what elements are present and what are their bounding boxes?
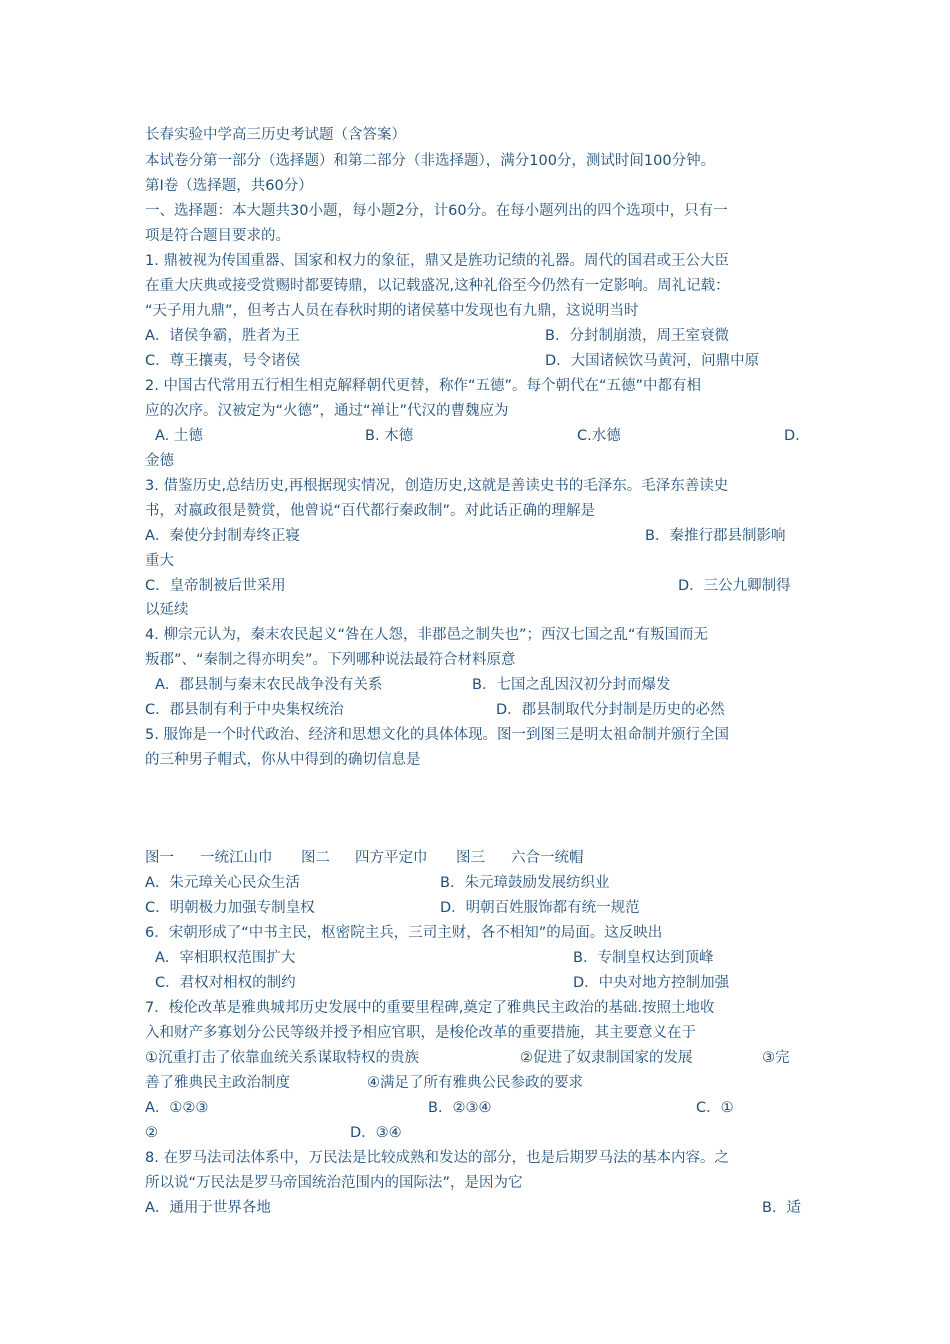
q4-stem: 4. 柳宗元认为，秦末农民起义“咎在人怨，非郡邑之制失也”；西汉七国之乱“有叛国而无	[145, 627, 708, 643]
q3-option-d-cont: 以延续	[145, 602, 189, 618]
q6-option-d: D．中央对地方控制加强	[573, 975, 730, 991]
section-instruction-cont: 项是符合题目要求的。	[145, 228, 290, 244]
q3-stem: 3. 借鉴历史,总结历史,再根据现实情况，创造历史,这就是善读史书的毛泽东。毛泽东善读史	[145, 478, 729, 494]
q3-option-a: A．秦使分封制寿终正寝	[145, 528, 300, 544]
q1-stem-line3: “天子用九鼎”，但考古人员在春秋时期的诸侯墓中发现也有九鼎，这说明当时	[145, 303, 639, 319]
q1-stem-line2: 在重大庆典或接受赏赐时都要铸鼎，以记载盛况,这种礼俗至今仍然有一定影响。周礼记载：	[145, 278, 730, 294]
q3-option-b-cont: 重大	[145, 553, 174, 569]
q6-option-b: B．专制皇权达到顶峰	[573, 950, 714, 966]
q7-option-d: D．③④	[350, 1125, 402, 1141]
doc-intro: 本试卷分第一部分（选择题）和第二部分（非选择题），满分100分，测试时间100分钟。	[145, 153, 716, 169]
q1-stem: 1. 鼎被视为传国重器、国家和权力的象征，鼎又是旌功记绩的礼器。周代的国君或王公大臣	[145, 253, 729, 269]
q7-option-c: C．①	[696, 1100, 734, 1116]
q5-option-b: B．朱元璋鼓励发展纺织业	[440, 875, 610, 891]
q7-stem-line2: 入和财产多寡划分公民等级并授予相应官职，是梭伦改革的重要措施，其主要意义在于	[145, 1025, 696, 1041]
q8-stem-line2: 所以说“万民法是罗马帝国统治范围内的国际法”，是因为它	[145, 1175, 523, 1191]
q5-option-d: D．明朝百姓服饰都有统一规范	[440, 900, 640, 916]
q3-option-d: D．三公九卿制得	[678, 578, 791, 594]
q1-option-a: A．诸侯争霸，胜者为王	[145, 328, 300, 344]
q4-option-d: D．郡县制取代分封制是历史的必然	[496, 702, 725, 718]
doc-title: 长春实验中学高三历史考试题（含答案）	[145, 127, 406, 143]
part-heading: 第Ⅰ卷（选择题，共60分）	[145, 178, 313, 194]
q5-figure1-caption: 一统江山巾	[200, 850, 273, 866]
q8-option-a: A．通用于世界各地	[145, 1200, 271, 1216]
q7-item-3-cont: 善了雅典民主政治制度	[145, 1075, 290, 1091]
q2-option-c: C.水德	[577, 428, 621, 444]
q2-option-d-cont: 金德	[145, 453, 174, 469]
q2-option-a: A. 土德	[155, 428, 203, 444]
q7-item-1: ①沉重打击了依靠血统关系谋取特权的贵族	[145, 1050, 419, 1066]
q7-item-2: ②促进了奴隶制国家的发展	[520, 1050, 693, 1066]
q6-option-c: C．君权对相权的制约	[155, 975, 296, 991]
q8-stem: 8. 在罗马法司法体系中，万民法是比较成熟和发达的部分，也是后期罗马法的基本内容。之	[145, 1150, 729, 1166]
q5-stem: 5. 服饰是一个时代政治、经济和思想文化的具体体现。图一到图三是明太祖命制并颁行全国	[145, 727, 729, 743]
q3-option-b: B．秦推行郡县制影响	[645, 528, 786, 544]
q4-stem-line2: 叛郡”、“秦制之得亦明矣”。下列哪种说法最符合材料原意	[145, 652, 516, 668]
q1-option-b: B．分封制崩溃，周王室衰微	[545, 328, 729, 344]
q5-figure2-label: 图二	[301, 850, 330, 866]
q3-stem-line2: 书，对嬴政很是赞赏，他曾说“百代都行秦政制”。对此话正确的理解是	[145, 503, 596, 519]
q8-option-b: B．适	[762, 1200, 801, 1216]
q5-figure3-label: 图三	[456, 850, 485, 866]
q7-stem: 7．梭伦改革是雅典城邦历史发展中的重要里程碑,奠定了雅典民主政治的基础.按照土地收	[145, 1000, 715, 1016]
q4-option-a: A．郡县制与秦末农民战争没有关系	[155, 677, 383, 693]
q1-option-c: C．尊王攘夷，号令诸侯	[145, 353, 301, 369]
section-instruction: 一、选择题：本大题共30小题，每小题2分，计60分。在每小题列出的四个选项中，只有一	[145, 203, 728, 219]
q1-option-d: D．大国诸候饮马黄河，问鼎中原	[545, 353, 760, 369]
q2-stem: 2. 中国古代常用五行相生相克解释朝代更替，称作“五德”。每个朝代在“五德”中都有相	[145, 378, 701, 394]
q7-item-3: ③完	[762, 1050, 790, 1066]
q6-stem: 6．宋朝形成了“中书主民，枢密院主兵，三司主财，各不相知”的局面。这反映出	[145, 925, 663, 941]
q3-option-c: C．皇帝制被后世采用	[145, 578, 286, 594]
q2-option-d: D.	[784, 428, 800, 444]
q2-option-b: B. 木德	[365, 428, 414, 444]
q7-option-a: A．①②③	[145, 1100, 209, 1116]
q2-stem-line2: 应的次序。汉被定为“火德”，通过“禅让”代汉的曹魏应为	[145, 403, 509, 419]
q4-option-c: C．郡县制有利于中央集权统治	[145, 702, 344, 718]
q4-option-b: B．七国之乱因汉初分封而爆发	[472, 677, 671, 693]
q5-figure3-caption: 六合一统帽	[511, 850, 584, 866]
q7-option-b: B．②③④	[428, 1100, 492, 1116]
q5-figure1-label: 图一	[145, 850, 174, 866]
q7-item-4: ④满足了所有雅典公民参政的要求	[367, 1075, 583, 1091]
q5-option-a: A．朱元璋关心民众生活	[145, 875, 300, 891]
q6-option-a: A．宰相职权范围扩大	[155, 950, 296, 966]
q5-figure2-caption: 四方平定巾	[355, 850, 428, 866]
q5-stem-line2: 的三种男子帽式，你从中得到的确切信息是	[145, 752, 421, 768]
q7-option-c-cont: ②	[145, 1125, 158, 1141]
q5-option-c: C．明朝极力加强专制皇权	[145, 900, 315, 916]
